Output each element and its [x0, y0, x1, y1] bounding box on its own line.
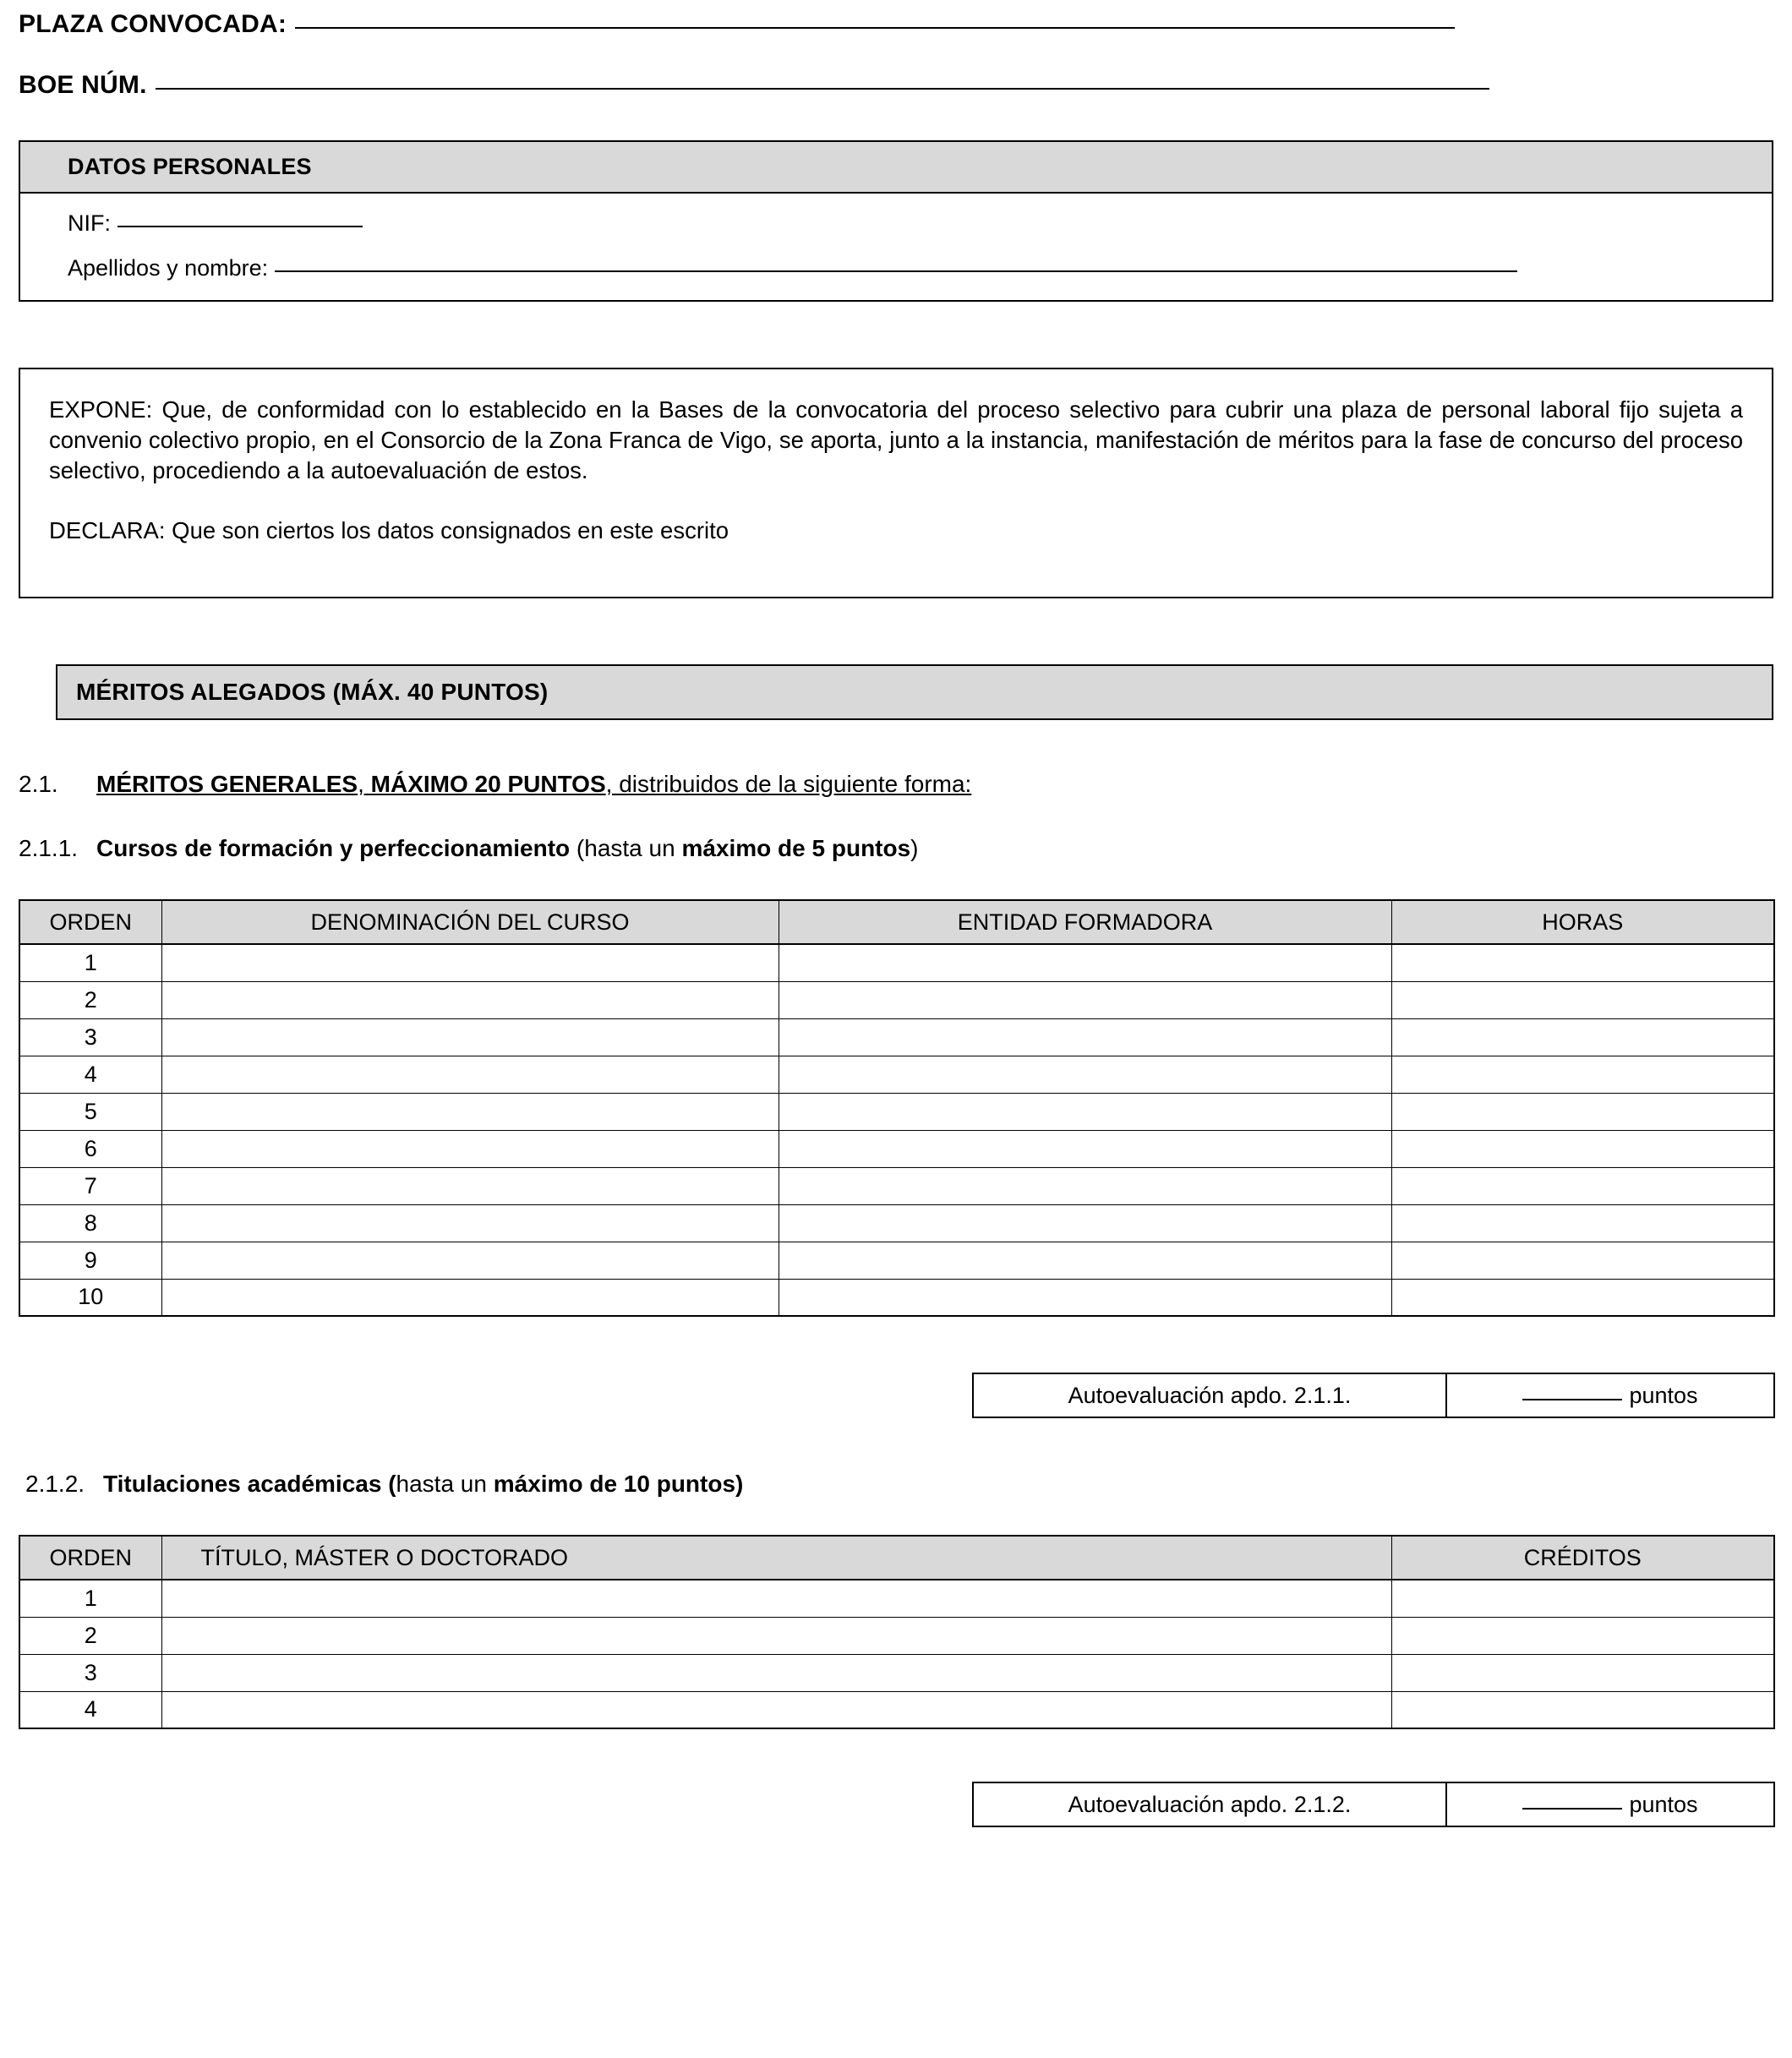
- cell-entidad[interactable]: [779, 1130, 1391, 1167]
- section-2-1-1-text: [96, 835, 919, 862]
- cell-orden: 5: [19, 1093, 161, 1130]
- col-header-orden: ORDEN: [19, 1536, 161, 1580]
- cell-entidad[interactable]: [779, 1056, 1391, 1093]
- autoevaluacion-212-label: Autoevaluación apdo. 2.1.2.: [973, 1782, 1446, 1826]
- cell-horas[interactable]: [1391, 1056, 1774, 1093]
- cell-curso[interactable]: [161, 1167, 779, 1204]
- cell-entidad[interactable]: [779, 1242, 1391, 1279]
- cell-creditos[interactable]: [1391, 1654, 1774, 1691]
- section-2-1-2-heading: [25, 1471, 1792, 1498]
- table-row: [19, 1279, 1774, 1316]
- nif-label: NIF:: [68, 210, 111, 236]
- section-2-1-text: [96, 771, 971, 798]
- apellidos-field: [20, 255, 1772, 281]
- cell-curso[interactable]: [161, 1018, 779, 1056]
- cell-horas[interactable]: [1391, 1167, 1774, 1204]
- cell-horas[interactable]: [1391, 1018, 1774, 1056]
- cell-orden: 8: [19, 1204, 161, 1242]
- cell-entidad[interactable]: [779, 1279, 1391, 1316]
- table-row: [19, 1617, 1774, 1654]
- boe-num-field: [19, 71, 1792, 100]
- document-page: [0, 10, 1792, 2058]
- cell-creditos[interactable]: [1391, 1691, 1774, 1728]
- cell-creditos[interactable]: [1391, 1580, 1774, 1617]
- cell-orden: 2: [19, 1617, 161, 1654]
- cell-orden: 7: [19, 1167, 161, 1204]
- autoevaluacion-211-label: Autoevaluación apdo. 2.1.1.: [973, 1373, 1446, 1417]
- section-2-1-number: 2.1.: [19, 771, 58, 797]
- cell-curso[interactable]: [161, 1130, 779, 1167]
- section-2-1-1-bold-max: máximo de 5 puntos: [681, 835, 911, 861]
- cell-curso[interactable]: [161, 944, 779, 981]
- cell-orden: 3: [19, 1654, 161, 1691]
- cell-horas[interactable]: [1391, 1242, 1774, 1279]
- cell-orden: 4: [19, 1056, 161, 1093]
- cell-horas[interactable]: [1391, 1130, 1774, 1167]
- meritos-alegados-band: MÉRITOS ALEGADOS (MÁX. 40 PUNTOS): [57, 666, 1772, 718]
- cell-orden: 4: [19, 1691, 161, 1728]
- cell-entidad[interactable]: [779, 1093, 1391, 1130]
- cell-orden: 1: [19, 1580, 161, 1617]
- autoevaluacion-211-value[interactable]: [1446, 1373, 1774, 1417]
- cell-orden: 1: [19, 944, 161, 981]
- cell-curso[interactable]: [161, 1242, 779, 1279]
- autoevaluacion-212-suffix: puntos: [1629, 1791, 1698, 1817]
- cell-titulo[interactable]: [161, 1580, 1391, 1617]
- cell-horas[interactable]: [1391, 944, 1774, 981]
- cell-titulo[interactable]: [161, 1691, 1391, 1728]
- cell-titulo[interactable]: [161, 1617, 1391, 1654]
- table-row: [19, 1580, 1774, 1617]
- table-titulos: [19, 1535, 1775, 1729]
- cell-entidad[interactable]: [779, 944, 1391, 981]
- section-2-1-1-paren-close: ): [910, 835, 919, 861]
- table-row: [19, 1242, 1774, 1279]
- section-2-1-bold-1: MÉRITOS GENERALES: [96, 771, 358, 797]
- meritos-alegados-box: [56, 664, 1773, 720]
- nif-blank[interactable]: [117, 225, 363, 227]
- autoevaluacion-211-wrap: [972, 1373, 1792, 1418]
- cell-entidad[interactable]: [779, 981, 1391, 1018]
- autoevaluacion-212-blank[interactable]: [1522, 1808, 1622, 1810]
- boe-num-blank[interactable]: [156, 87, 1489, 90]
- table-row: [19, 1056, 1774, 1093]
- autoevaluacion-212-table: [972, 1782, 1775, 1827]
- cell-curso[interactable]: [161, 1279, 779, 1316]
- cell-curso[interactable]: [161, 1056, 779, 1093]
- col-header-denominacion: DENOMINACIÓN DEL CURSO: [161, 900, 779, 944]
- section-2-1-2-mid: hasta un: [396, 1471, 494, 1497]
- cell-orden: 9: [19, 1242, 161, 1279]
- section-2-1-bold-2: MÁXIMO 20 PUNTOS: [370, 771, 606, 797]
- expone-declara-box: [19, 368, 1773, 598]
- boe-num-label: BOE NÚM.: [19, 71, 147, 99]
- cell-curso[interactable]: [161, 1093, 779, 1130]
- section-2-1-heading: [19, 771, 1792, 798]
- cell-creditos[interactable]: [1391, 1617, 1774, 1654]
- table-row: [19, 1130, 1774, 1167]
- section-2-1-1-bold-title: Cursos de formación y perfeccionamiento: [96, 835, 571, 861]
- cell-curso[interactable]: [161, 981, 779, 1018]
- cell-orden: 6: [19, 1130, 161, 1167]
- autoevaluacion-211-suffix: puntos: [1629, 1382, 1698, 1408]
- table-cursos-header-row: [19, 900, 1774, 944]
- cell-orden: 10: [19, 1279, 161, 1316]
- table-row: [19, 1018, 1774, 1056]
- section-2-1-2-bold-max: máximo de 10 puntos): [493, 1471, 744, 1497]
- declara-paragraph: DECLARA: Que son ciertos los datos consignados en este escrito: [49, 517, 729, 544]
- cell-curso[interactable]: [161, 1204, 779, 1242]
- datos-personales-band: DATOS PERSONALES: [20, 142, 1772, 194]
- cell-horas[interactable]: [1391, 1204, 1774, 1242]
- plaza-convocada-blank[interactable]: [295, 26, 1455, 29]
- cell-entidad[interactable]: [779, 1204, 1391, 1242]
- plaza-convocada-label: PLAZA CONVOCADA:: [19, 10, 287, 38]
- section-2-1-2-number: 2.1.2.: [25, 1471, 85, 1497]
- autoevaluacion-211-blank[interactable]: [1522, 1399, 1622, 1400]
- section-2-1-1-paren-open: (hasta un: [570, 835, 682, 861]
- autoevaluacion-211-table: [972, 1373, 1775, 1418]
- cell-orden: 3: [19, 1018, 161, 1056]
- table-row: [19, 1167, 1774, 1204]
- autoevaluacion-212-wrap: [972, 1782, 1792, 1827]
- table-row: [19, 1691, 1774, 1728]
- cell-horas[interactable]: [1391, 981, 1774, 1018]
- cell-orden: 2: [19, 981, 161, 1018]
- table-row: [19, 1093, 1774, 1130]
- col-header-orden: ORDEN: [19, 900, 161, 944]
- table-titulos-header-row: [19, 1536, 1774, 1580]
- table-row: [19, 1204, 1774, 1242]
- expone-paragraph: EXPONE: Que, de conformidad con lo establecido en la Bases de la convocatoria del proceso selectivo para cubrir una plaza de personal laboral fijo sujeta a convenio colectivo propio, en el Consorcio de la Zona Franca de Vigo, se aporta, junto a la instancia, manifestación de méritos para la fase de concurso del proceso selectivo, procediendo a la autoevaluación de estos.: [49, 396, 1743, 483]
- col-header-horas: HORAS: [1391, 900, 1774, 944]
- section-2-1-1-heading: [19, 835, 1792, 862]
- col-header-entidad: ENTIDAD FORMADORA: [779, 900, 1391, 944]
- cell-horas[interactable]: [1391, 1093, 1774, 1130]
- apellidos-blank[interactable]: [275, 270, 1517, 272]
- cell-entidad[interactable]: [779, 1018, 1391, 1056]
- col-header-creditos: CRÉDITOS: [1391, 1536, 1774, 1580]
- table-cursos: [19, 899, 1775, 1317]
- section-2-1-1-number: 2.1.1.: [19, 835, 79, 861]
- section-2-1-sep: ,: [358, 771, 371, 797]
- table-row: [19, 944, 1774, 981]
- cell-titulo[interactable]: [161, 1654, 1391, 1691]
- section-2-1-2-bold-title: Titulaciones académicas (: [103, 1471, 396, 1497]
- nif-field: [20, 210, 1772, 237]
- table-row: [19, 1654, 1774, 1691]
- table-row: [19, 981, 1774, 1018]
- plaza-convocada-field: [19, 10, 1792, 39]
- apellidos-label: Apellidos y nombre:: [68, 255, 269, 281]
- datos-personales-box: [19, 140, 1773, 302]
- col-header-titulo: TÍTULO, MÁSTER O DOCTORADO: [161, 1536, 1391, 1580]
- section-2-1-tail: , distribuidos de la siguiente forma:: [605, 771, 972, 797]
- autoevaluacion-212-value[interactable]: [1446, 1782, 1774, 1826]
- cell-horas[interactable]: [1391, 1279, 1774, 1316]
- section-2-1-2-text: [103, 1471, 743, 1498]
- cell-entidad[interactable]: [779, 1167, 1391, 1204]
